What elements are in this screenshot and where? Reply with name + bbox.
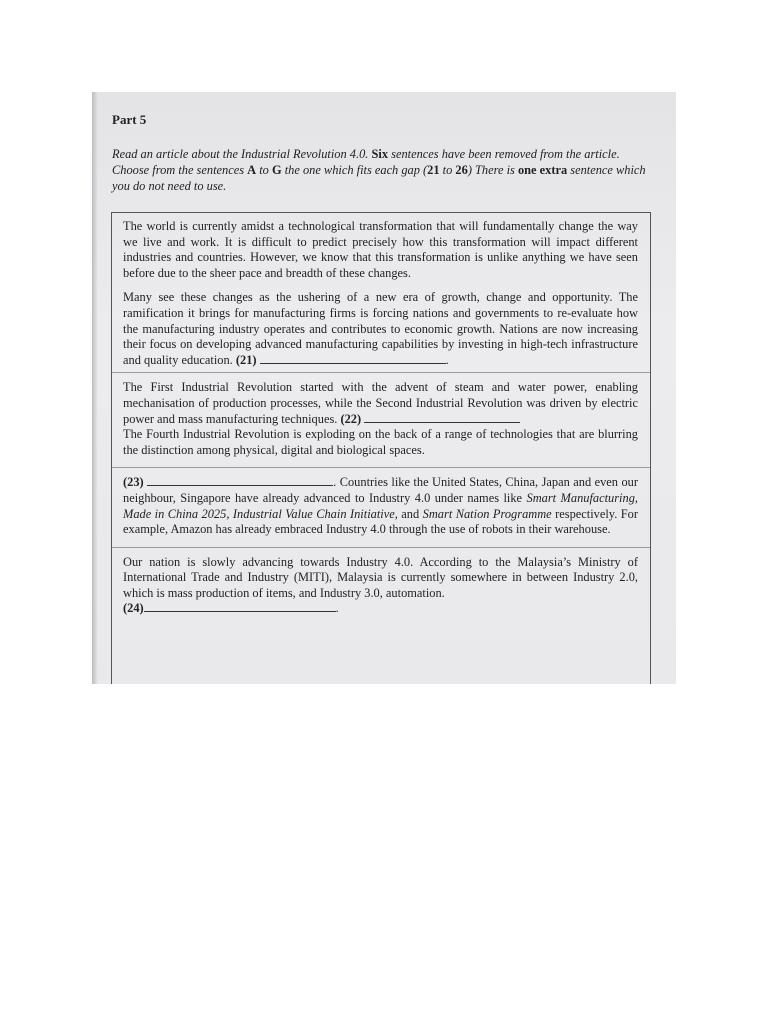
gap-23-label: (23) [123, 475, 144, 490]
article-box [111, 212, 651, 684]
article-paragraph-1: The world is currently amidst a technological transformation that will fundamentally change the way we live and work. It is difficult to predict precisely how this transformation will impact different industries and countries. However, we know that this transformation is unlike anything we have seen before due to the sheer pace and breadth of these changes. [123, 219, 638, 280]
part-title: Part 5 [112, 112, 147, 127]
article-paragraph-2: Many see these changes as the ushering of a new era of growth, change and opportunity. The ramification it brings for manufacturing firms is forcing nations and governments to re-evaluate how the manufacturing industry operates and contributes to economic growth. Nations are now increasing their focus on developing advanced manufacturing capabilities by investing in high-tech infrastructure and quality education. (21) . [123, 290, 638, 367]
gap-21-label: (21) [235, 352, 257, 367]
scanned-page [92, 92, 676, 684]
gap-21-blank [260, 353, 446, 364]
section-divider [112, 467, 650, 468]
article-paragraph-5: Our nation is slowly advancing towards Industry 4.0. According to the Malaysia’s Ministry of International Trade and Industry (MITI), Malaysia is currently somewhere in between Industry 2.0, which is mass production of items, and Industry 3.0, automation. (24) . [123, 554, 638, 616]
gap-22-blank [364, 412, 520, 423]
article-paragraph-3: The First Industrial Revolution started with the advent of steam and water power, enabling mechanisation of production processes, while the Second Industrial Revolution was driven by electric power and mass manufacturing techniques. (22) The Fourth Industrial Revolution is exploding on the back of a range of technologies that are blurring the distinction among physical, digital and biological spaces. [123, 380, 638, 457]
instructions: Read an article about the Industrial Revolution 4.0. Six sentences have been removed from the article. Choose from the sentences A to G the one which fits each gap (21 to 26) There is one extra sentence which you do not need to use. [112, 147, 646, 193]
section-divider [112, 547, 650, 548]
gap-22-label: (22) [340, 411, 362, 426]
gap-24-blank [144, 601, 336, 612]
page-shadow-edge [92, 92, 98, 684]
gap-23-blank [147, 475, 333, 486]
article-paragraph-4: (23) . Countries like the United States, China, Japan and even our neighbour, Singapore have already advanced to Industry 4.0 under names like Smart Manufacturing, Made in China 2025, Industrial Value Chain Initiative, and Smart Nation Programme respectively. For example, Amazon has already embraced Industry 4.0 through the use of robots in their warehouse. [123, 475, 638, 537]
section-divider [112, 372, 650, 373]
gap-24-label: (24) [123, 601, 144, 616]
